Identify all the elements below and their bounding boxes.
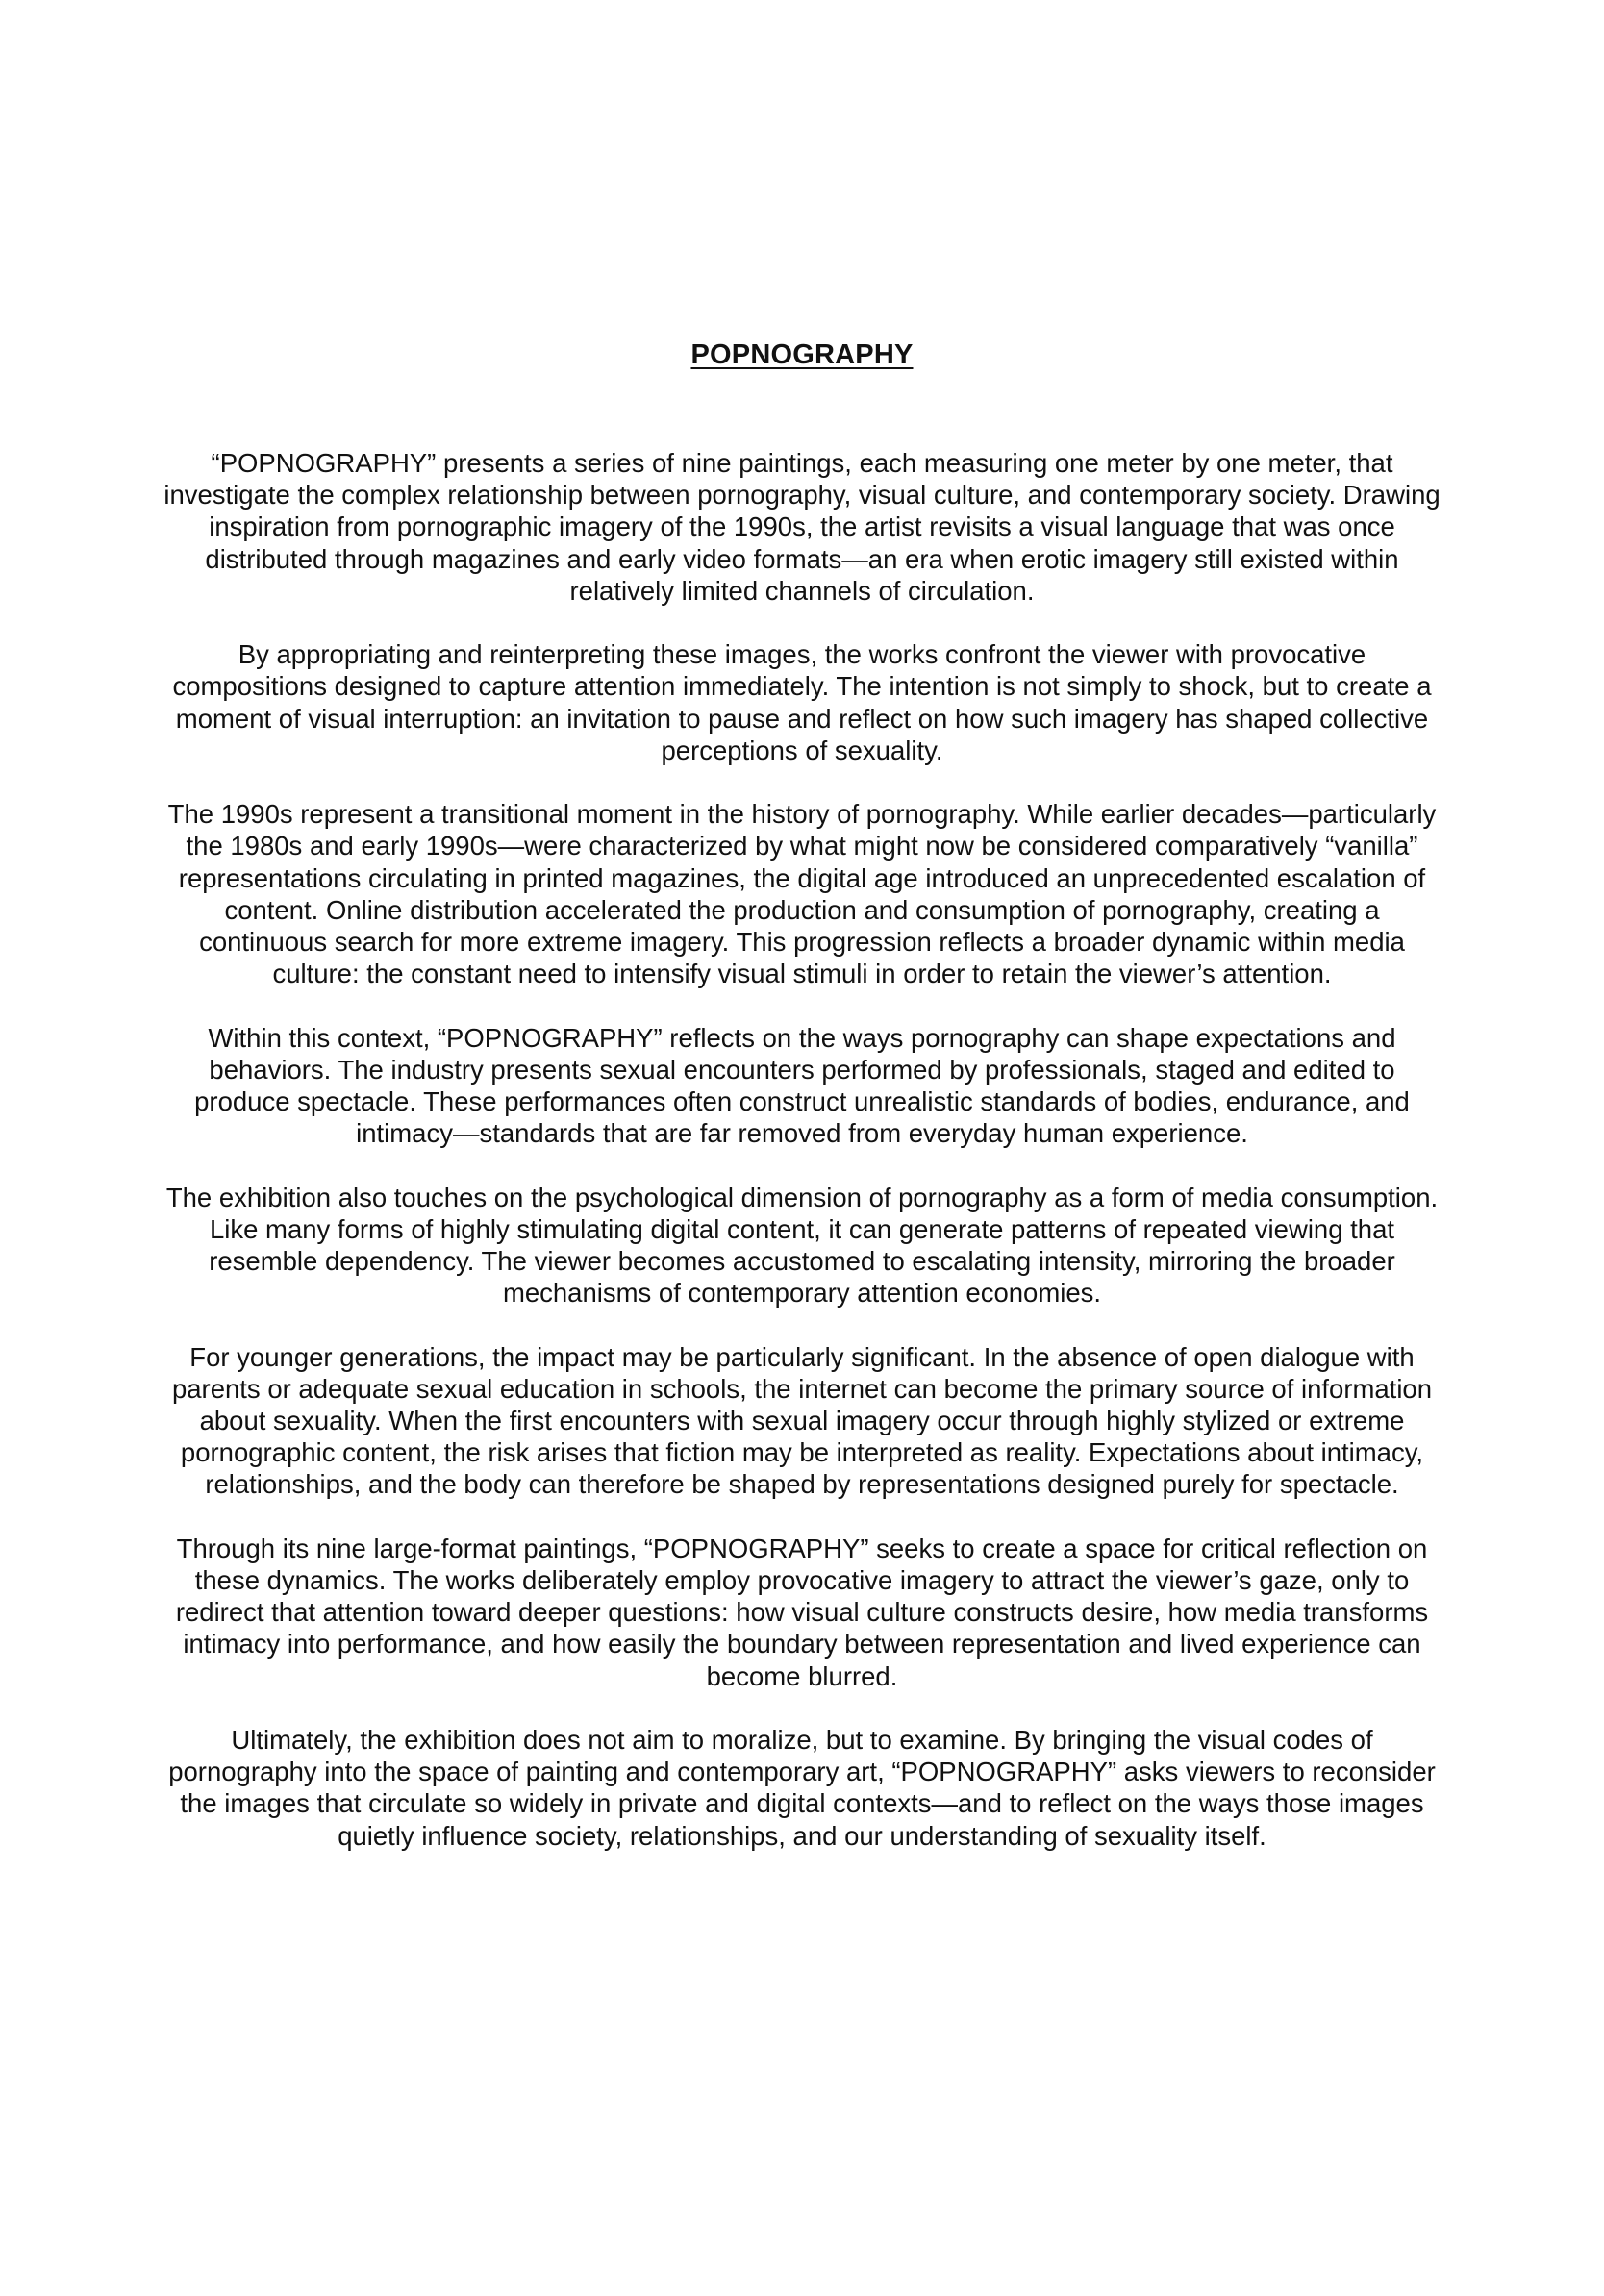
paragraph-6: For younger generations, the impact may be particularly significant. In the absence of open dialogue with parents or adequate sexual education in schools, the internet can become the primary source of information about sexuality. When the first encounters with sexual imagery occur through highly stylized or extreme pornographic content, the risk arises that fiction may be interpreted as reality. Expectations about intimacy, relationships, and the body can therefore be shaped by representations designed purely for spectacle. — [171, 1341, 1433, 1500]
paragraph-2: By appropriating and reinterpreting these images, the works confront the viewer with provocative compositions designed to capture attention immediately. The intention is not simply to shock, but to create a moment of visual interruption: an invitation to pause and reflect on how such imagery has shaped collective perceptions of sexuality. — [172, 639, 1432, 765]
paragraph-7: Through its nine large-format paintings, “POPNOGRAPHY” seeks to create a space for critical reflection on these dynamics. The works deliberately employ provocative imagery to attract the viewer’s gaze, only to redirect that attention toward deeper questions: how visual culture constructs desire, how media transforms intimacy into performance, and how easily the boundary between representation and lived experience can become blurred. — [175, 1533, 1429, 1691]
document-body — [158, 447, 1446, 1852]
paragraph-5: The exhibition also touches on the psychological dimension of pornography as a form of media consumption. Like many forms of highly stimulating digital content, it can generate patterns of repeated viewing that resemble dependency. The viewer becomes accustomed to escalating intensity, mirroring the broader mechanisms of contemporary attention economies. — [165, 1182, 1439, 1309]
document-title: POPNOGRAPHY — [690, 339, 914, 370]
paragraph-4: Within this context, “POPNOGRAPHY” reflects on the ways pornography can shape expectations and behaviors. The industry presents sexual encounters performed by professionals, staged and edited to produce spectacle. These performances often construct unrealistic standards of bodies, endurance, and intimacy—standards that are far removed from everyday human experience. — [194, 1022, 1410, 1149]
paragraph-1: “POPNOGRAPHY” presents a series of nine paintings, each measuring one meter by one meter, that investigate the complex relationship between pornography, visual culture, and contemporary society. Drawing inspiration from pornographic imagery of the 1990s, the artist revisits a visual language that was once distributed through magazines and early video formats—an era when erotic imagery still existed within relatively limited channels of circulation. — [163, 448, 1441, 606]
paragraph-3: The 1990s represent a transitional moment in the history of pornography. While earlier decades—particularly the 1980s and early 1990s—were characterized by what might now be considered comparatively “vanilla” representations circulating in printed magazines, the digital age introduced an unprecedented escalation of content. Online distribution accelerated the production and consumption of pornography, creating a continuous search for more extreme imagery. This progression reflects a broader dynamic within media culture: the constant need to intensify visual stimuli in order to retain the viewer’s attention. — [167, 799, 1437, 989]
paragraph-8: Ultimately, the exhibition does not aim to moralize, but to examine. By bringing the visual codes of pornography into the space of painting and contemporary art, “POPNOGRAPHY” asks viewers to reconsider the images that circulate so widely in private and digital contexts—and to reflect on the ways those images quietly influence society, relationships, and our understanding of sexuality itself. — [168, 1725, 1436, 1851]
